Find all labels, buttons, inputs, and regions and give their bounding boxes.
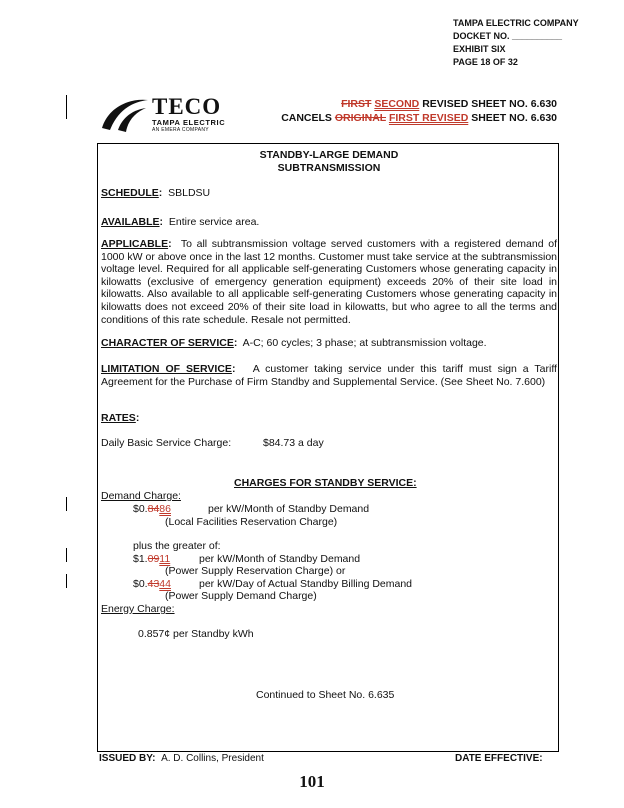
rate-prefix: $1. <box>133 553 148 565</box>
struck-text: 43 <box>147 578 160 590</box>
energy-charge-value: 0.857¢ per Standby kWh <box>138 628 254 640</box>
demand-rate-2 <box>133 553 170 565</box>
rate-prefix: $0. <box>133 578 148 590</box>
sheet-revision <box>281 97 557 125</box>
applicable-text: To all subtransmission voltage served customers with a registered demand of 1000 kW or above once in the last 12 months. Customer must take service at the subtransmission voltage level. Required for all applicable self-generating Customers whose generating capacity in kilowatts (exclusive of emergency generation equipment) exceeds 20% of their site load in kilowatts. Also available to all applicable self-generating Customers whose generating capacity in kilowatts does not exceed 20% of their site load in kilowatts, but who agree to all the terms and conditions of this rate schedule. Resale not permitted. <box>101 238 557 326</box>
demand-rate-2-desc: per kW/Month of Standby Demand <box>199 553 361 565</box>
energy-charge-label: Energy Charge: <box>101 603 175 615</box>
issued-by <box>99 753 264 764</box>
struck-text: FIRST <box>341 98 372 110</box>
logo-tagline: AN EMERA COMPANY <box>152 127 209 133</box>
cancels-text: CANCELS <box>281 112 335 124</box>
sheet-title: STANDBY-LARGE DEMAND <box>259 149 399 161</box>
rates-label: RATES <box>101 412 136 424</box>
basic-charge-label: Daily Basic Service Charge: <box>101 437 232 449</box>
inserted-text: 44 <box>159 578 171 590</box>
teco-logo <box>98 94 248 134</box>
inserted-text: 86 <box>159 503 171 515</box>
cancels-line <box>281 111 557 125</box>
schedule-label: SCHEDULE <box>101 187 159 199</box>
schedule-row: SCHEDULE: SBLDSU <box>101 187 211 199</box>
swoosh-icon <box>98 94 150 134</box>
demand-rate-1-note: (Local Facilities Reservation Charge) <box>165 516 338 528</box>
demand-rate-3-desc: per kW/Day of Actual Standby Billing Demand <box>199 578 413 590</box>
revision-text: SHEET NO. 6.630 <box>468 112 557 124</box>
demand-rate-1-desc: per kW/Month of Standby Demand <box>208 503 370 515</box>
demand-rate-2-note: (Power Supply Reservation Charge) or <box>165 565 346 577</box>
sheet-subtitle: SUBTRANSMISSION <box>277 162 381 174</box>
schedule-value: SBLDSU <box>168 187 211 199</box>
character-label: CHARACTER OF SERVICE <box>101 337 234 349</box>
demand-rate-1 <box>133 503 171 515</box>
date-effective: DATE EFFECTIVE: <box>455 753 543 764</box>
struck-text: ORIGINAL <box>334 112 387 124</box>
revision-text: REVISED SHEET NO. 6.630 <box>419 98 557 110</box>
applicable-label: APPLICABLE <box>101 238 169 250</box>
inserted-text: 11 <box>159 553 171 565</box>
logo-subtitle: TAMPA ELECTRIC <box>152 118 226 127</box>
continued-note: Continued to Sheet No. 6.635 <box>256 689 395 701</box>
page-number: 101 <box>299 772 325 791</box>
demand-rate-3 <box>133 578 171 590</box>
available-value: Entire service area. <box>168 216 260 228</box>
issued-label: ISSUED BY: <box>99 753 156 764</box>
inserted-text: FIRST REVISED <box>388 112 469 124</box>
inserted-text: SECOND <box>374 98 420 110</box>
limitation-label: LIMITATION OF SERVICE <box>101 363 232 375</box>
page-label: PAGE 18 OF 32 <box>453 57 518 67</box>
character-row: CHARACTER OF SERVICE: A-C; 60 cycles; 3 phase; at subtransmission voltage. <box>101 337 487 349</box>
available-row: AVAILABLE: Entire service area. <box>101 216 260 228</box>
struck-text: 84 <box>147 503 160 515</box>
limitation-text: A customer taking service under this tariff must sign a Tariff Agreement for the Purchase of Firm Standby and Supplemental Service. (See Sheet No. 7.600) <box>101 363 557 388</box>
character-value: A-C; 60 cycles; 3 phase; at subtransmission voltage. <box>242 337 487 349</box>
logo-wordmark: TECO <box>152 94 222 119</box>
issued-value: A. D. Collins, President <box>161 753 264 764</box>
demand-rate-3-note: (Power Supply Demand Charge) <box>165 590 317 602</box>
docket-number: DOCKET NO. __________ <box>453 31 563 41</box>
revision-bar <box>66 95 67 119</box>
revision-line <box>281 97 557 111</box>
limitation-paragraph: LIMITATION OF SERVICE: A customer taking service under this tariff must sign a Tariff Agreement for the Purchase of Firm Standby and Supplemental Service. (See Sheet No. 7.600) <box>101 363 557 388</box>
basic-charge-value: $84.73 a day <box>263 437 324 449</box>
applicable-paragraph: APPLICABLE: To all subtransmission voltage served customers with a registered demand of 1000 kW or above once in the last 12 months. Customer must take service at the subtransmission voltage level. Required for all applicable self-generating Customers whose generating capacity in kilowatts (exclusive of emergency generation equipment) exceeds 20% of their site load in kilowatts. Also available to all applicable self-generating Customers whose generating capacity in kilowatts does not exceed 20% of their site load in kilowatts, but who agree to all the terms and conditions of this rate schedule. Resale not permitted. <box>101 238 557 326</box>
demand-charge-label: Demand Charge: <box>101 490 181 502</box>
revision-bar <box>66 548 67 562</box>
plus-greater-of: plus the greater of: <box>133 540 221 552</box>
revision-bar <box>66 497 67 511</box>
revision-bar <box>66 574 67 588</box>
tariff-sheet <box>97 143 559 752</box>
available-label: AVAILABLE <box>101 216 160 228</box>
rate-prefix: $0. <box>133 503 148 515</box>
struck-text: 09 <box>147 553 160 565</box>
charges-header: CHARGES FOR STANDBY SERVICE: <box>234 477 417 489</box>
company-name: TAMPA ELECTRIC COMPANY <box>453 18 579 28</box>
exhibit-label: EXHIBIT SIX <box>453 44 506 54</box>
rates-heading: RATES: <box>101 412 140 424</box>
docket-header <box>453 17 579 69</box>
